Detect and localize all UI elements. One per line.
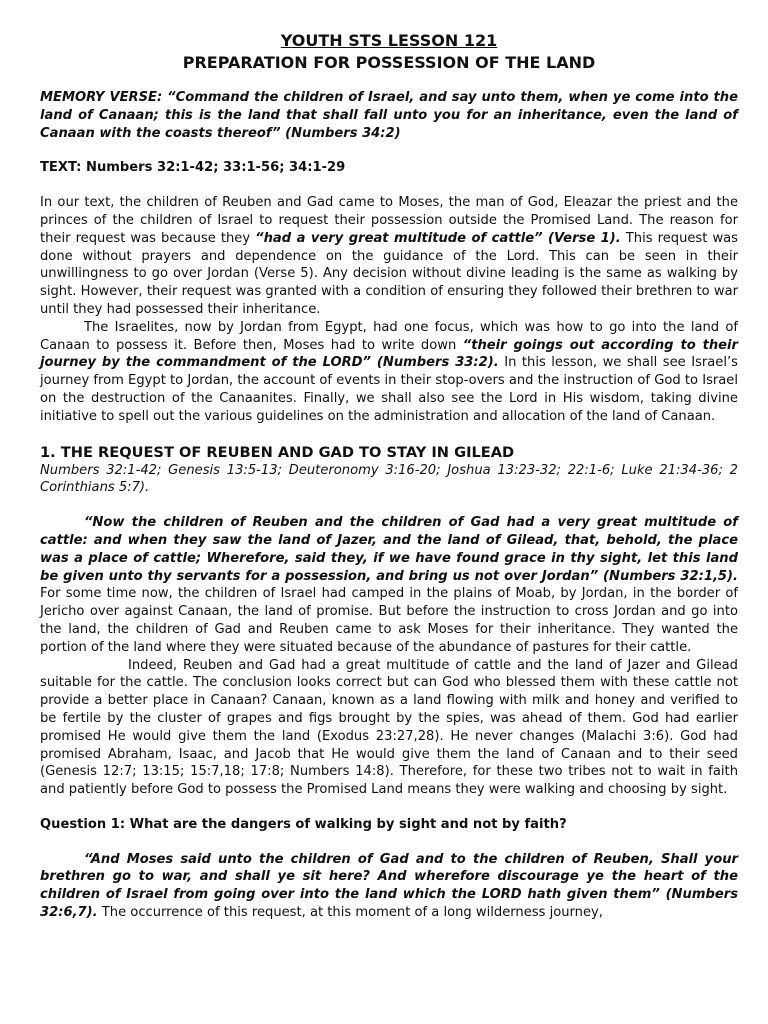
section-1-p3-text: The occurrence of this request, at this moment of a long wilderness journey, xyxy=(97,905,603,921)
section-1-quote-2: “And Moses said unto the children of Gad and to the children of Reuben, Shall your brethren go to war, and shall ye sit here? And wherefore discourage ye the heart of the children of Israel from going over into the land which the LORD hath given them” (Numbers 32:6,7). xyxy=(40,851,738,921)
intro-paragraph-2 xyxy=(40,319,738,426)
intro-p1-text-c: This request was done without prayers and dependence on the guidance of the Lord. This can be seen in their unwillingness to go over Jordan (Verse 5). Any decision without divine leading is the same as walking by sight. However, their request was granted with a condition of ensuring they followed their brethren to war until they had possessed their inheritance. xyxy=(40,230,739,317)
intro-p2-text-c: In this lesson, we shall see Israel’s journey from Egypt to Jordan, the account of events in their stop-overs and the instruction of God to Israel on the destruction of the Canaanites. Finally, we shall also see the Lord in His wisdom, taking divine initiative to spell out the various guidelines on the administration and allocation of the land of Canaan. xyxy=(40,355,738,424)
intro-paragraph-1 xyxy=(40,194,738,319)
section-1-heading: 1. THE REQUEST OF REUBEN AND GAD TO STAY IN GILEAD xyxy=(40,443,515,461)
lesson-title: YOUTH STS LESSON 121 xyxy=(280,31,498,50)
section-1-paragraph-2: Indeed, Reuben and Gad had a great multitude of cattle and the land of Jazer and Gilead suitable for the cattle. The conclusion looks correct but can God who blessed them with these cattle not provide a better place in Canaan? Canaan, known as a land flowing with milk and honey and verified to be fertile by the cluster of grapes and figs brought by the spies, was ahead of them. God had earlier promised He would give them the land (Exodus 23:27,28). He never changes (Malachi 3:6). God had promised Abraham, Isaac, and Jacob that He would give them the land of Canaan and to their seed (Genesis 12:7; 13:15; 15:7,18; 17:8; Numbers 14:8). Therefore, for these two tribes not to wait in faith and patiently before God to possess the Promised Land means they were walking and choosing by sight. xyxy=(40,657,738,798)
section-1-paragraph-1 xyxy=(40,514,738,656)
intro-p2-text-a: The Israelites, now by Jordan from Egypt, had one focus, which was how to go into the land of Canaan to possess it. Before then, Moses had to write down xyxy=(40,319,738,353)
memory-verse: MEMORY VERSE: “Command the children of Israel, and say unto them, when ye come into the land of Canaan; this is the land that shall fall unto you for an inheritance, even the land of Canaan with the coasts thereof” (Numbers 34:2) xyxy=(40,90,738,141)
section-1-paragraph-3 xyxy=(40,851,738,922)
section-1-p1-text: For some time now, the children of Israel had camped in the plains of Moab, by Jordan, in the border of Jericho over against Canaan, the land of promise. But before the instruction to cross Jordan and go into the land, the children of Gad and Reuben came to ask Moses for their inheritance. They wanted the portion of the land where they were situated because of the abundance of pastures for their cattle. xyxy=(40,586,738,655)
intro-p1-text-a: In our text, the children of Reuben and Gad came to Moses, the man of God, Eleazar the priest and the princes of the children of Israel to request their possession outside the Promised Land. The reason for their request was because they xyxy=(40,195,738,246)
question-1: Question 1: What are the dangers of walking by sight and not by faith? xyxy=(40,816,567,832)
lesson-subtitle: PREPARATION FOR POSSESSION OF THE LAND xyxy=(182,53,596,72)
intro-p2-quote: “their goings out according to their journey by the commandment of the LORD” (Numbers 33:2). xyxy=(40,337,738,371)
text-reference: TEXT: Numbers 32:1-42; 33:1-56; 34:1-29 xyxy=(40,160,346,176)
intro-p1-quote: “had a very great multitude of cattle” (Verse 1). xyxy=(255,230,621,246)
document-page xyxy=(40,30,738,922)
section-1-references: Numbers 32:1-42; Genesis 13:5-13; Deuteronomy 3:16-20; Joshua 13:23-32; 22:1-6; Luke 21:34-36; 2 Corinthians 5:7). xyxy=(40,462,738,496)
section-1-quote-1: “Now the children of Reuben and the children of Gad had a very great multitude of cattle: and when they saw the land of Jazer, and the land of Gilead, that, behold, the place was a place of cattle; Wherefore, said they, if we have found grace in thy sight, let this land be given unto thy servants for a possession, and bring us not over Jordan” (Numbers 32:1,5). xyxy=(40,515,738,584)
